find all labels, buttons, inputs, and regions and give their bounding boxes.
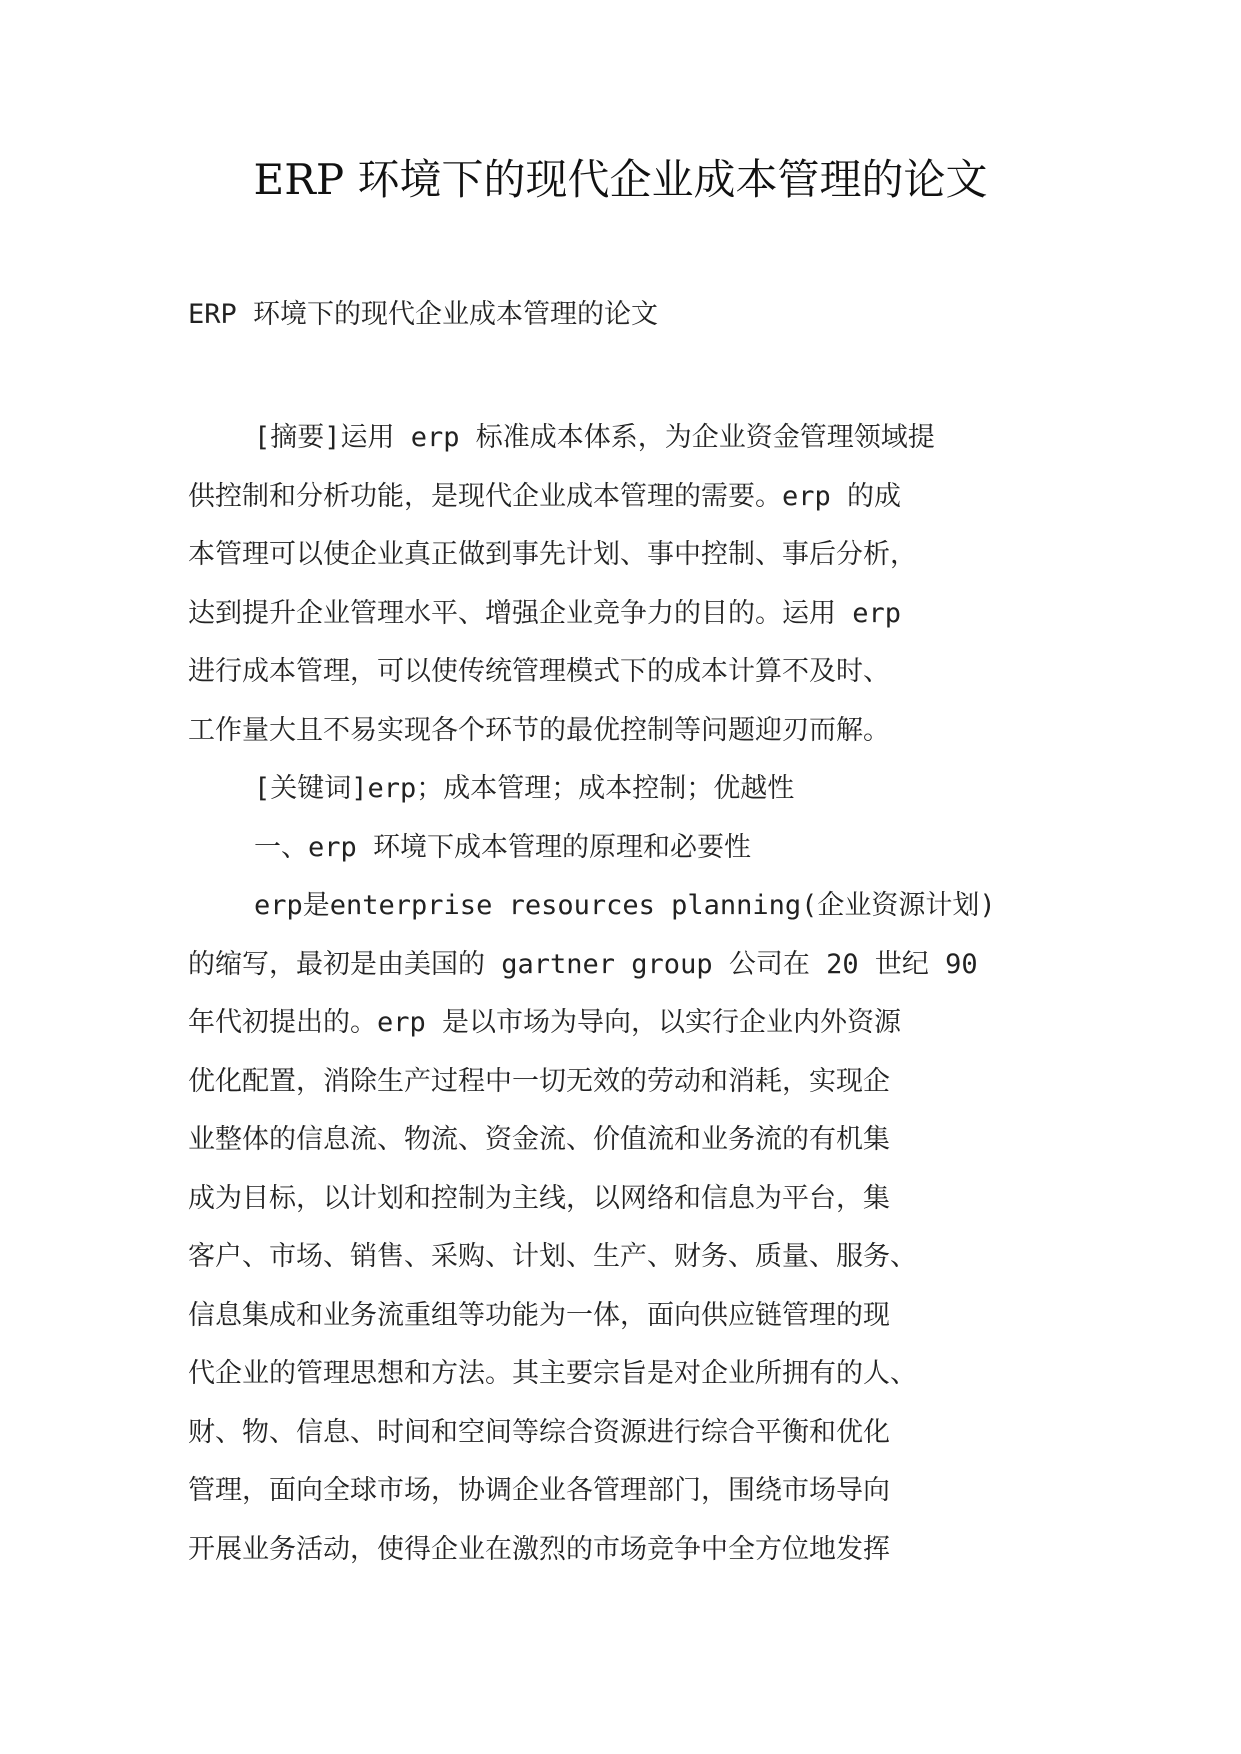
- page-title: ERP 环境下的现代企业成本管理的论文: [253, 155, 988, 204]
- text-line: erp是enterprise resources planning(企业资源计划): [254, 890, 996, 921]
- text-line: 管理，面向全球市场，协调企业各管理部门，围绕市场导向: [188, 1475, 890, 1506]
- text-line: 开展业务活动，使得企业在激烈的市场竞争中全方位地发挥: [188, 1533, 890, 1565]
- text-line: 财、物、信息、时间和空间等综合资源进行综合平衡和优化: [188, 1416, 890, 1448]
- text-line: 一、erp 环境下成本管理的原理和必要性: [254, 831, 752, 863]
- body-text: [188, 409, 1054, 1579]
- text-line: 达到提升企业管理水平、增强企业竞争力的目的。运用 erp: [188, 597, 902, 629]
- text-line: 优化配置，消除生产过程中一切无效的劳动和消耗，实现企: [188, 1065, 890, 1097]
- text-line: 信息集成和业务流重组等功能为一体，面向供应链管理的现: [188, 1299, 890, 1331]
- text-line: 成为目标，以计划和控制为主线，以网络和信息为平台，集: [188, 1182, 890, 1214]
- text-line: 代企业的管理思想和方法。其主要宗旨是对企业所拥有的人、: [188, 1358, 917, 1389]
- text-line: 年代初提出的。erp 是以市场为导向，以实行企业内外资源: [188, 1007, 902, 1038]
- document-subtitle: ERP 环境下的现代企业成本管理的论文: [188, 299, 659, 330]
- text-line: 的缩写，最初是由美国的 gartner group 公司在 20 世纪 90: [188, 948, 978, 980]
- text-line: 供控制和分析功能，是现代企业成本管理的需要。erp 的成: [188, 480, 902, 512]
- text-line: 业整体的信息流、物流、资金流、价值流和业务流的有机集: [188, 1124, 890, 1155]
- text-line: 工作量大且不易实现各个环节的最优控制等问题迎刃而解。: [188, 714, 890, 746]
- text-line: 本管理可以使企业真正做到事先计划、事中控制、事后分析，: [188, 539, 917, 570]
- text-line: 进行成本管理，可以使传统管理模式下的成本计算不及时、: [188, 656, 890, 687]
- text-line: [摘要]运用 erp 标准成本体系，为企业资金管理领域提: [254, 422, 935, 453]
- text-line: 客户、市场、销售、采购、计划、生产、财务、质量、服务、: [188, 1241, 917, 1272]
- text-line: [关键词]erp；成本管理；成本控制；优越性: [254, 773, 795, 804]
